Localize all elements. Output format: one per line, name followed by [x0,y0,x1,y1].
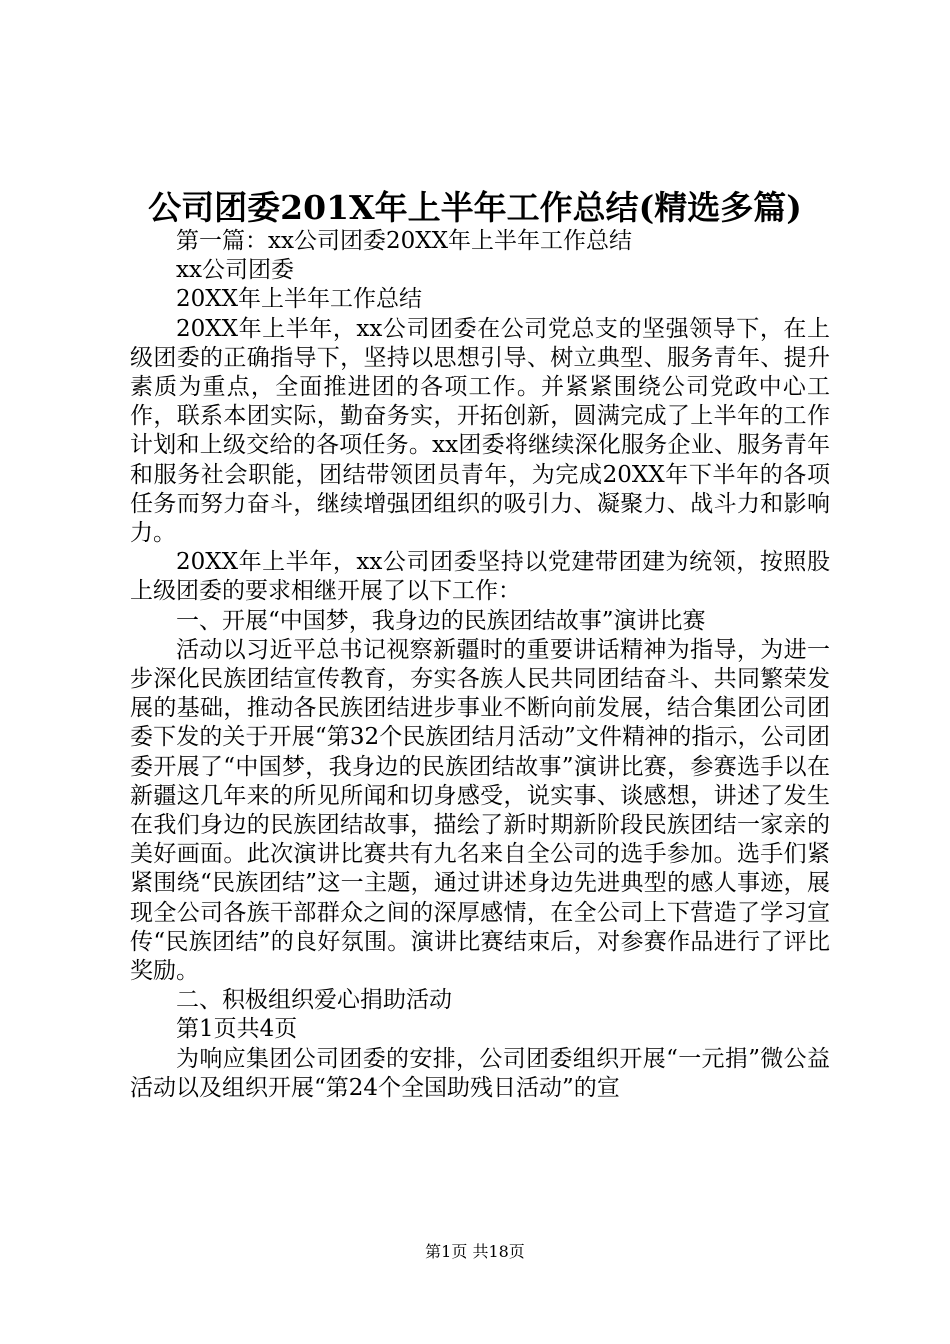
paragraph-subtitle: 20XX年上半年工作总结 [176,286,423,313]
paragraph-org-name: xx公司团委 [176,257,294,284]
paragraph-section-two-body: 为响应集团公司团委的安排，公司团委组织开展“一元捐”微公益活动以及组织开展“第24个全国助残日活动”的宣 [130,1045,830,1101]
paragraph-section-one-heading: 一、开展“中国梦，我身边的民族团结故事”演讲比赛 [176,607,706,634]
document-body [130,210,830,1103]
paragraph-section-one-body: 活动以习近平总书记视察新疆时的重要讲话精神为指导，为进一步深化民族团结宣传教育，夯实各族人民共同团结奋斗、共同繁荣发展的基础，推动各民族团结进步事业不断向前发展，结合集团公司团委下发的关于开展“第32个民族团结月活动”文件精神的指示，公司团委开展了“中国梦，我身边的民族团结故事”演讲比赛，参赛选手以在新疆这几年来的所见所闻和切身感受，说实事、谈感想，讲述了发生在我们身边的民族团结故事，描绘了新时期新阶段民族团结一家亲的美好画面。此次演讲比赛共有九名来自全公司的选手参加。选手们紧紧围绕“民族团结”这一主题，通过讲述身边先进典型的感人事迹，展现全公司各族干部群众之间的深厚感情，在全公司上下营造了学习宣传“民族团结”的良好氛围。演讲比赛结束后，对参赛作品进行了评比奖励。 [130,636,830,985]
paragraph-intro: 20XX年上半年，xx公司团委在公司党总支的坚强领导下，在上级团委的正确指导下，坚持以思想引导、树立典型、服务青年、提升素质为重点，全面推进团的各项工作。并紧紧围绕公司党政中心工作，联系本团实际，勤奋务实，开拓创新，圆满完成了上半年的工作计划和上级交给的各项任务。xx团委将继续深化服务企业、服务青年和服务社会职能，团结带领团员青年，为完成20XX年下半年的各项任务而努力奋斗，继续增强团组织的吸引力、凝聚力、战斗力和影响力。 [130,315,830,547]
paragraph-heading-part-one: 第一篇：xx公司团委20XX年上半年工作总结 [176,228,632,254]
paragraph-inner-page-number: 第1页共4页 [176,1016,298,1043]
page-footer: 第1页 共18页 [425,1242,525,1261]
page-title: 公司团委201X年上半年工作总结(精选多篇) [148,188,802,227]
paragraph-work-summary: 20XX年上半年，xx公司团委坚持以党建带团建为统领，按照股上级团委的要求相继开展了以下工作： [130,549,830,605]
paragraph-section-two-heading: 二、积极组织爱心捐助活动 [176,987,452,1014]
